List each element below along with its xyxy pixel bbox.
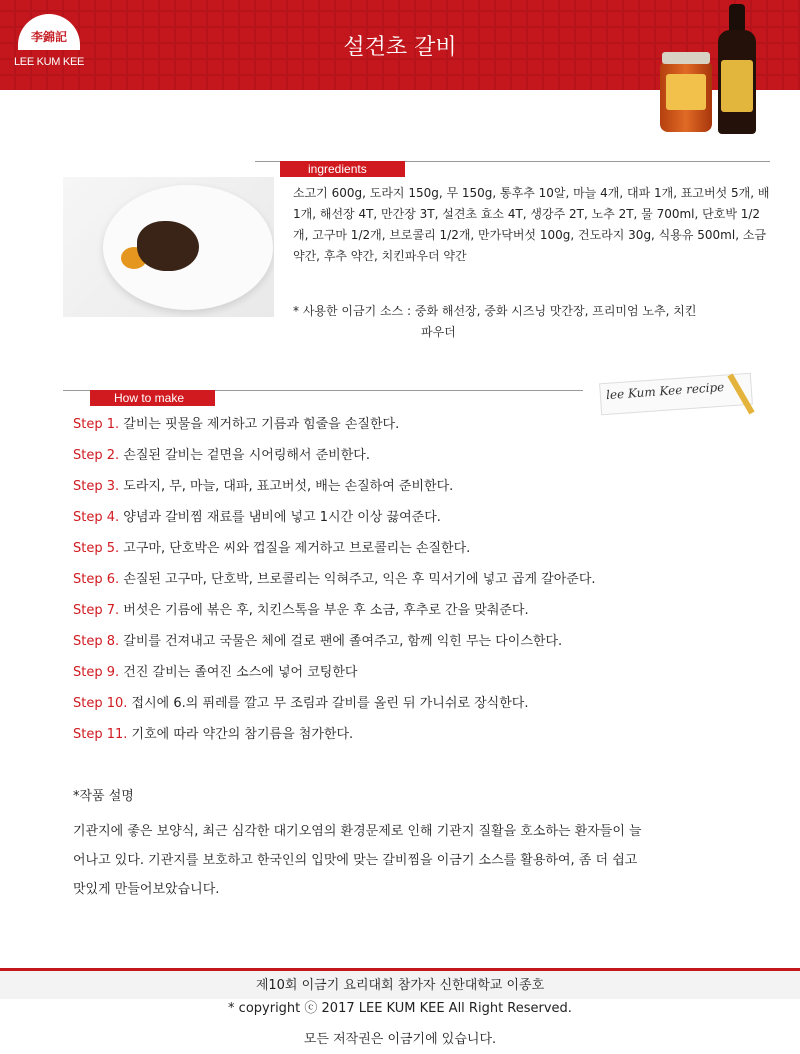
jar-cap <box>662 52 710 64</box>
page-title: 설견초 갈비 <box>343 35 457 60</box>
step-item <box>73 631 773 662</box>
bottle-label <box>721 60 753 112</box>
lee-kum-kee-logo <box>12 14 86 76</box>
step-number: Step 3. <box>73 479 120 494</box>
step-number: Step 2. <box>73 448 120 463</box>
step-text: 손질된 고구마, 단호박, 브로콜리는 익혀주고, 익은 후 믹서기에 넣고 곱게 갈아준다. <box>123 572 596 587</box>
step-text: 손질된 갈비는 겉면을 시어링해서 준비한다. <box>123 448 370 463</box>
step-number: Step 8. <box>73 634 120 649</box>
step-text: 양념과 갈비찜 재료를 냄비에 넣고 1시간 이상 끓여준다. <box>123 510 441 525</box>
step-number: Step 1. <box>73 417 120 432</box>
step-item <box>73 693 773 724</box>
step-item <box>73 724 773 755</box>
rights-notice: 모든 저작권은 이금기에 있습니다. <box>303 1032 497 1047</box>
step-item <box>73 538 773 569</box>
step-item <box>73 476 773 507</box>
step-number: Step 6. <box>73 572 120 587</box>
braised-ribs <box>137 221 199 271</box>
ingredients-heading: ingredients <box>280 161 405 177</box>
ingredients-list: 소고기 600g, 도라지 150g, 무 150g, 통후추 10알, 마늘 4개, 대파 1개, 표고버섯 5개, 배 1개, 해선장 4T, 만간장 3T, 설견초 효소 4T, 생강주 2T, 노추 2T, 물 700ml, 단호박 1/2개, 고구마 1/2개, 브로콜리 1/2개, 만가닥버섯 100g, 건도라지 30g, 식용유 500ml, 소금 약간, 후추 약간, 치킨파우더 약간 <box>293 186 770 263</box>
step-number: Step 11. <box>73 727 128 742</box>
step-item <box>73 569 773 600</box>
sauces-line-1: * 사용한 이금기 소스 : 중화 해선장, 중화 시즈닝 맛간장, 프리미엄 노추, 치킨 <box>293 304 697 318</box>
jar-label <box>666 74 706 110</box>
step-item <box>73 662 773 693</box>
step-item <box>73 600 773 631</box>
sauce-jar-image <box>660 60 712 132</box>
sauce-bottle-image <box>718 4 756 134</box>
description-title: *작품 설명 <box>73 789 134 804</box>
step-number: Step 10. <box>73 696 128 711</box>
description-line: 어나고 있다. 기관지를 보호하고 한국인의 입맛에 맞는 갈비찜을 이금기 소스를 활용하여, 좀 더 쉽고 <box>73 853 638 868</box>
step-text: 기호에 따라 약간의 참기름을 첨가한다. <box>131 727 354 742</box>
recipe-note-text: lee Kum Kee recipe <box>605 379 725 403</box>
step-text: 버섯은 기름에 볶은 후, 치킨스톡을 부운 후 소금, 후추로 간을 맞춰준다. <box>123 603 529 618</box>
description-body <box>73 817 753 904</box>
sauces-line-2: 파우더 <box>421 325 456 339</box>
copyright-notice: * copyright ⓒ 2017 LEE KUM KEE All Right Reserved. <box>228 1001 572 1016</box>
step-text: 건진 갈비는 졸여진 소스에 넣어 코팅한다 <box>123 665 358 680</box>
step-number: Step 5. <box>73 541 120 556</box>
logo-chinese-text: 李錦記 <box>30 30 67 44</box>
step-number: Step 4. <box>73 510 120 525</box>
step-text: 접시에 6.의 퓌레를 깔고 무 조림과 갈비를 올린 뒤 가니쉬로 장식한다. <box>131 696 529 711</box>
recipe-note-decoration <box>600 372 760 414</box>
description-line: 기관지에 좋은 보양식, 최근 심각한 대기오염의 환경문제로 인해 기관지 질활을 호소하는 환자들이 늘 <box>73 824 642 839</box>
step-text: 갈비는 핏물을 제거하고 기름과 힘줄을 손질한다. <box>123 417 400 432</box>
how-to-make-heading: How to make <box>90 390 215 406</box>
description-line: 맛있게 만들어보았습니다. <box>73 882 220 897</box>
dish-photo <box>63 177 274 317</box>
steps-list <box>73 414 773 755</box>
step-text: 갈비를 건져내고 국물은 체에 걸로 팬에 졸여주고, 함께 익힌 무는 다이스한다. <box>123 634 563 649</box>
contest-credit: 제10회 이금기 요리대회 참가자 신한대학교 이종호 <box>255 978 545 993</box>
sauces-used <box>293 301 773 343</box>
step-item <box>73 507 773 538</box>
step-item <box>73 445 773 476</box>
step-text: 고구마, 단호박은 씨와 껍질을 제거하고 브로콜리는 손질한다. <box>123 541 471 556</box>
logo-brand-text: LEE KUM KEE <box>13 56 85 68</box>
step-number: Step 7. <box>73 603 120 618</box>
step-number: Step 9. <box>73 665 120 680</box>
step-item <box>73 414 773 445</box>
step-text: 도라지, 무, 마늘, 대파, 표고버섯, 배는 손질하여 준비한다. <box>123 479 454 494</box>
